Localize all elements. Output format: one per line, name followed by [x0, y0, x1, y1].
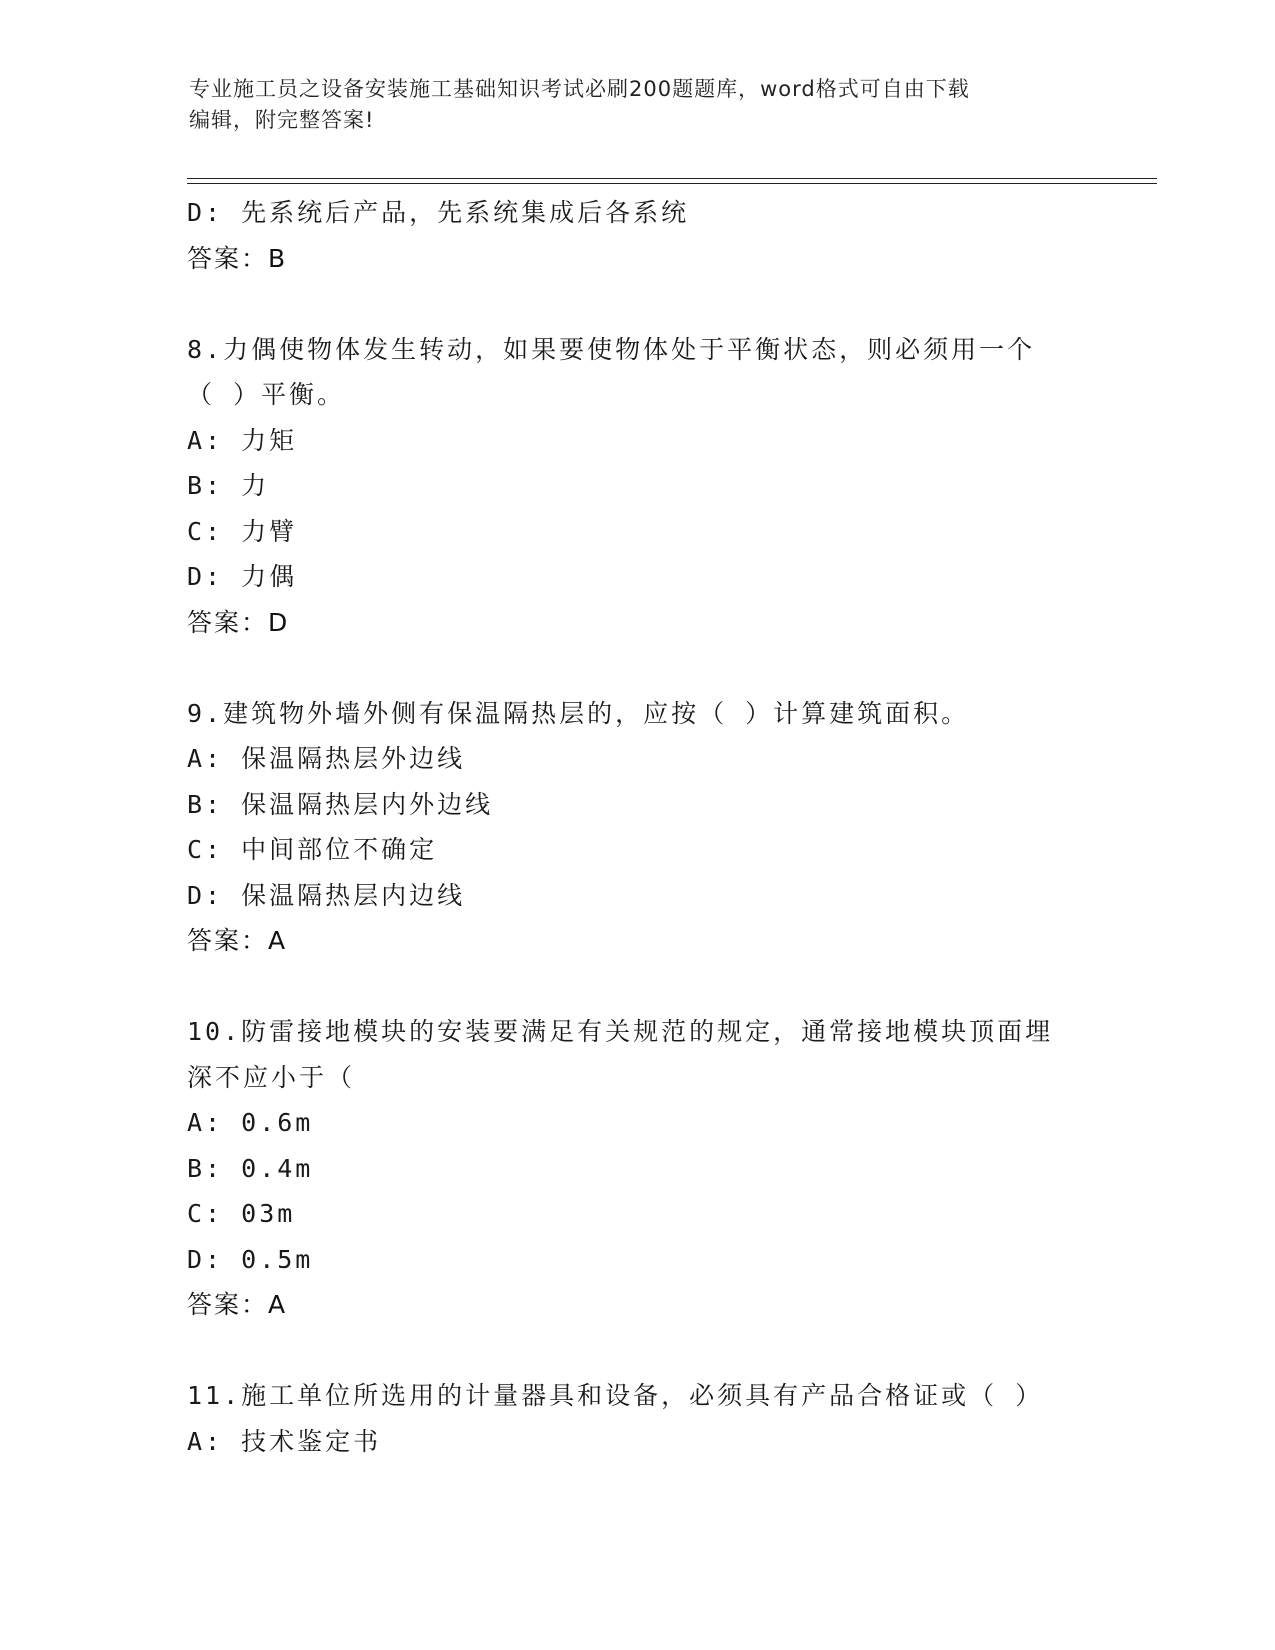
question-line: C: 中间部位不确定 — [187, 835, 438, 864]
question-text: 10.防雷接地模块的安装要满足有关规范的规定，通常接地模块顶面埋 — [187, 1017, 1054, 1046]
question-line: C: 力臂 — [187, 516, 298, 546]
header-line-2: 编辑，附完整答案! — [189, 108, 375, 132]
question-line: （ ）平衡。 — [187, 380, 346, 409]
header-divider-bottom — [187, 183, 1157, 184]
block-spacer — [187, 281, 1087, 327]
header-divider-top — [187, 178, 1157, 179]
question-line: D: 保温隔热层内边线 — [187, 880, 466, 910]
question-list — [187, 190, 1087, 1464]
question-line: D: 0.5m — [187, 1244, 314, 1274]
question-line: D: 先系统后产品，先系统集成后各系统 — [187, 198, 690, 227]
question-line: B: 保温隔热层内外边线 — [187, 789, 494, 819]
answer-line: 答案：A — [187, 1290, 288, 1319]
answer-line: 答案：A — [187, 926, 288, 955]
answer-line: 答案：B — [187, 243, 288, 273]
block-spacer — [187, 964, 1087, 1010]
question-line: A: 力矩 — [187, 425, 298, 455]
document-header — [189, 74, 1069, 136]
question-line: B: 0.4m — [187, 1153, 314, 1183]
question-block — [187, 1373, 1087, 1464]
question-text: 8.力偶使物体发生转动，如果要使物体处于平衡状态，则必须用一个 — [187, 334, 1036, 364]
question-line: A: 技术鉴定书 — [187, 1426, 382, 1456]
block-spacer — [187, 1328, 1087, 1374]
answer-line: 答案：D — [187, 607, 290, 637]
question-text: 11.施工单位所选用的计量器具和设备，必须具有产品合格证或（ ） — [187, 1381, 1044, 1410]
question-block — [187, 327, 1087, 691]
question-line: A: 0.6m — [187, 1108, 314, 1137]
question-block — [187, 691, 1087, 1010]
header-line-1: 专业施工员之设备安装施工基础知识考试必刷200题题库，word格式可自由下载 — [189, 77, 970, 101]
question-line: A: 保温隔热层外边线 — [187, 744, 466, 773]
question-line: D: 力偶 — [187, 562, 298, 591]
question-line: 深不应小于（ — [187, 1062, 356, 1092]
question-line: C: 03m — [187, 1199, 296, 1228]
question-block — [187, 1009, 1087, 1373]
question-block — [187, 190, 1087, 327]
block-spacer — [187, 645, 1087, 691]
question-line: B: 力 — [187, 471, 270, 500]
question-text: 9.建筑物外墙外侧有保温隔热层的，应按（ ）计算建筑面积。 — [187, 698, 970, 728]
